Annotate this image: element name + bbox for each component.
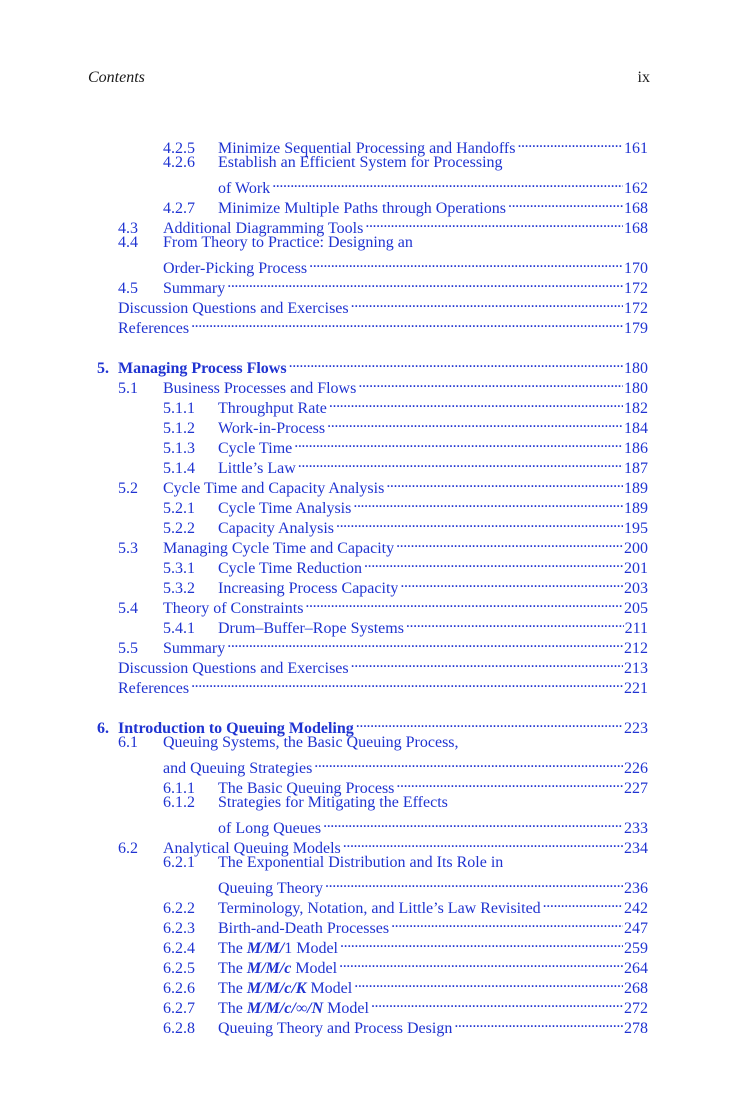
dot-leader — [541, 893, 623, 913]
dot-leader — [515, 133, 623, 153]
toc-entry-page: 205 — [624, 600, 648, 617]
dot-leader — [389, 913, 623, 933]
toc-entry-number: 6.2.1 — [163, 854, 195, 871]
toc-entry-5-3-2[interactable] — [163, 573, 648, 597]
dot-leader — [338, 933, 623, 953]
dot-leader — [341, 833, 623, 853]
toc-entry-title: Increasing Process Capacity — [218, 580, 399, 597]
toc-entry-5-3[interactable] — [118, 533, 648, 557]
title-text: 1 Model — [284, 940, 338, 957]
toc-entry-number: 5.2.1 — [163, 500, 195, 517]
toc-entry-title: Work-in-Process — [218, 420, 326, 437]
toc-entry-continuation[interactable] — [163, 753, 648, 777]
toc-entry-6-1-1[interactable] — [163, 773, 648, 797]
toc-entry-number: 6.2.6 — [163, 980, 195, 997]
dot-leader — [369, 993, 623, 1013]
model-notation: M/M/ — [246, 940, 285, 957]
toc-entry-title: Summary — [163, 640, 226, 657]
toc-entry-number: 6.1.1 — [163, 780, 195, 797]
toc-entry-page: 186 — [624, 440, 648, 457]
toc-entry-number: 5.2.2 — [163, 520, 195, 537]
model-notation: M/M/c — [246, 960, 292, 977]
toc-entry-6-2-7[interactable] — [163, 993, 648, 1017]
toc-entry-6-2-4[interactable] — [163, 933, 648, 957]
dot-leader — [287, 353, 623, 373]
toc-entry-title: Order-Picking Process — [163, 260, 308, 277]
toc-entry-page: 264 — [624, 960, 648, 977]
toc-entry-5-5[interactable] — [118, 633, 648, 657]
toc-entry-title: Analytical Queuing Models — [163, 840, 341, 857]
toc-entry-continuation[interactable] — [163, 253, 648, 277]
dot-leader — [325, 413, 623, 433]
toc-entry-page: 272 — [624, 1000, 648, 1017]
toc-entry-number: 6.2.8 — [163, 1020, 195, 1037]
dot-leader — [292, 433, 623, 453]
toc-entry-title: Terminology, Notation, and Little’s Law Revisited — [218, 900, 541, 917]
toc-entry-5-1[interactable] — [118, 373, 648, 397]
toc-entry-title: Queuing Systems, the Basic Queuing Process, — [163, 734, 459, 751]
dot-leader — [189, 313, 623, 333]
toc-entry-title: From Theory to Practice: Designing an — [163, 234, 413, 251]
toc-entry-page: 203 — [624, 580, 648, 597]
toc-entry-title: Business Processes and Flows — [163, 380, 357, 397]
toc-entry-number: 6.2 — [118, 840, 138, 857]
model-notation: M/M/c/∞/N — [246, 1000, 324, 1017]
toc-entry-title: of Work — [218, 180, 271, 197]
toc-entry-5-1-4[interactable] — [163, 453, 648, 477]
dot-leader — [303, 593, 623, 613]
toc-entry-title: Theory of Constraints — [163, 600, 304, 617]
toc-chapter-number: 6. — [97, 720, 109, 737]
dot-leader — [398, 573, 623, 593]
toc-entry-number: 5.2 — [118, 480, 138, 497]
dot-leader — [394, 533, 623, 553]
toc-entry-5-2[interactable] — [118, 473, 648, 497]
dot-leader — [351, 493, 623, 513]
toc-entry-page: 180 — [624, 380, 648, 397]
toc-entry-references[interactable] — [118, 313, 648, 337]
title-text: The — [218, 960, 247, 977]
toc-entry-page: 168 — [624, 220, 648, 237]
toc-entry-page: 213 — [624, 660, 648, 677]
dot-leader — [270, 173, 623, 193]
toc-entry-number: 4.2.5 — [163, 140, 195, 157]
toc-entry-page: 182 — [624, 400, 648, 417]
toc-entry-number: 6.2.2 — [163, 900, 195, 917]
toc-entry-title: References — [118, 680, 190, 697]
toc-entry-page: 236 — [624, 880, 648, 897]
toc-entry-number: 6.2.3 — [163, 920, 195, 937]
title-text: Model — [291, 960, 338, 977]
dot-leader — [356, 373, 623, 393]
running-title: Contents — [88, 69, 145, 86]
toc-entry-number: 5.1.3 — [163, 440, 195, 457]
dot-leader — [307, 253, 623, 273]
toc-entry-page: 187 — [624, 460, 648, 477]
dot-leader — [349, 293, 623, 313]
toc-entry-number: 5.4.1 — [163, 620, 195, 637]
toc-entry-number: 5.1 — [118, 380, 138, 397]
dot-leader — [362, 553, 623, 573]
dot-leader — [404, 613, 624, 633]
toc-entry-page: 247 — [624, 920, 648, 937]
toc-entry-page: 233 — [624, 820, 648, 837]
toc-entry-title: Cycle Time Reduction — [218, 560, 362, 577]
toc-entry-title: Cycle Time — [218, 440, 293, 457]
toc-entry-6-1[interactable] — [118, 733, 648, 753]
toc-entry-page: 189 — [624, 480, 648, 497]
toc-chapter-6[interactable] — [97, 713, 648, 737]
toc-entry-number: 5.1.4 — [163, 460, 195, 477]
dot-leader — [337, 953, 623, 973]
toc-entry-4-2-5[interactable] — [163, 133, 648, 157]
dot-leader — [354, 713, 623, 733]
running-header — [88, 67, 650, 89]
toc-entry-discussion-questions[interactable] — [118, 293, 648, 317]
page-number: ix — [637, 69, 650, 86]
toc-entry-title: Summary — [163, 280, 226, 297]
title-text: The — [218, 940, 247, 957]
toc-entry-title: Birth-and-Death Processes — [218, 920, 390, 937]
toc-entry-5-2-1[interactable] — [163, 493, 648, 517]
toc-entry-number: 6.2.4 — [163, 940, 195, 957]
toc-entry-page: 161 — [624, 140, 648, 157]
toc-entry-title: The Exponential Distribution and Its Role in — [218, 854, 504, 871]
toc-entry-continuation[interactable] — [218, 813, 648, 837]
dot-leader — [327, 393, 623, 413]
toc-entry-4-3[interactable] — [118, 213, 648, 237]
toc-entry-number: 6.2.7 — [163, 1000, 195, 1017]
toc-entry-references[interactable] — [118, 673, 648, 697]
toc-entry-number: 4.2.7 — [163, 200, 195, 217]
toc-entry-6-2-6[interactable] — [163, 973, 648, 997]
toc-entry-page: 172 — [624, 300, 648, 317]
title-text: Model — [306, 980, 353, 997]
toc-entry-title: Drum–Buffer–Rope Systems — [218, 620, 404, 637]
dot-leader — [225, 633, 623, 653]
toc-entry-page: 195 — [624, 520, 648, 537]
toc-entry-number: 6.1.2 — [163, 794, 195, 811]
toc-entry-continuation[interactable] — [218, 173, 648, 197]
toc-chapter-title: Managing Process Flows — [118, 360, 287, 377]
toc-entry-page: 201 — [624, 560, 648, 577]
toc-entry-6-2-1[interactable] — [163, 853, 648, 873]
model-notation: M/M/c/K — [246, 980, 307, 997]
toc-entry-6-1-2[interactable] — [163, 793, 648, 813]
toc-entry-title: Strategies for Mitigating the Effects — [218, 794, 448, 811]
toc-entry-number: 5.3.1 — [163, 560, 195, 577]
toc-entry-title: Additional Diagramming Tools — [163, 220, 364, 237]
toc-entry-title: Little’s Law — [218, 460, 296, 477]
toc-entry-title: Cycle Time Analysis — [218, 500, 352, 517]
dot-leader — [452, 1013, 623, 1033]
toc-entry-title: Capacity Analysis — [218, 520, 334, 537]
toc-entry-title: Minimize Sequential Processing and Handoffs — [218, 140, 516, 157]
toc-entry-6-2-3[interactable] — [163, 913, 648, 937]
toc-entry-page: 234 — [624, 840, 648, 857]
toc-entry-number: 4.3 — [118, 220, 138, 237]
toc-entry-title: Discussion Questions and Exercises — [118, 300, 349, 317]
toc-entry-title: Establish an Efficient System for Processing — [218, 154, 503, 171]
toc-entry-title: of Long Queues — [218, 820, 322, 837]
toc-entry-title: Queuing Theory — [218, 880, 324, 897]
toc-entry-page: 184 — [624, 420, 648, 437]
toc-entry-title: Minimize Multiple Paths through Operations — [218, 200, 506, 217]
toc-entry-page: 162 — [624, 180, 648, 197]
toc-entry-page: 189 — [624, 500, 648, 517]
toc-entry-page: 242 — [624, 900, 648, 917]
toc-entry-page: 227 — [624, 780, 648, 797]
dot-leader — [189, 673, 623, 693]
toc-entry-title: Cycle Time and Capacity Analysis — [163, 480, 385, 497]
title-text: The — [218, 1000, 247, 1017]
toc-entry-title: Queuing Theory and Process Design — [218, 1020, 453, 1037]
dot-leader — [323, 873, 623, 893]
toc-entry-6-2-8[interactable] — [163, 1013, 648, 1037]
toc-entry-page: 179 — [624, 320, 648, 337]
toc-entry-5-4[interactable] — [118, 593, 648, 617]
toc-entry-6-2-5[interactable] — [163, 953, 648, 977]
toc-entry-4-2-7[interactable] — [163, 193, 648, 217]
toc-entry-page: 221 — [624, 680, 648, 697]
toc-entry-5-2-2[interactable] — [163, 513, 648, 537]
toc-entry-number: 5.1.1 — [163, 400, 195, 417]
title-text: The — [218, 980, 247, 997]
toc-entry-number: 6.1 — [118, 734, 138, 751]
toc-entry-title: and Queuing Strategies — [163, 760, 313, 777]
toc-entry-5-3-1[interactable] — [163, 553, 648, 577]
dot-leader — [296, 453, 623, 473]
toc-entry-number: 4.2.6 — [163, 154, 195, 171]
toc-entry-page: 172 — [624, 280, 648, 297]
toc-entry-5-1-3[interactable] — [163, 433, 648, 457]
dot-leader — [225, 273, 623, 293]
toc-entry-continuation[interactable] — [218, 873, 648, 897]
toc-entry-page: 170 — [624, 260, 648, 277]
toc-entry-title: Managing Cycle Time and Capacity — [163, 540, 395, 557]
toc-entry-number: 4.5 — [118, 280, 138, 297]
toc-entry-title: Discussion Questions and Exercises — [118, 660, 349, 677]
toc-entry-6-2[interactable] — [118, 833, 648, 857]
dot-leader — [384, 473, 623, 493]
toc-entry-page: 226 — [624, 760, 648, 777]
toc-entry-5-1-2[interactable] — [163, 413, 648, 437]
toc-chapter-title: Introduction to Queuing Modeling — [118, 720, 354, 737]
toc-entry-page: 268 — [624, 980, 648, 997]
toc-entry-number: 6.2.5 — [163, 960, 195, 977]
toc-entry-number: 5.3.2 — [163, 580, 195, 597]
dot-leader — [352, 973, 623, 993]
toc-entry-number: 5.1.2 — [163, 420, 195, 437]
toc-entry-5-1-1[interactable] — [163, 393, 648, 417]
toc-entry-page: 212 — [624, 640, 648, 657]
dot-leader — [506, 193, 623, 213]
toc-entry-page: 211 — [624, 620, 648, 637]
toc-entry-page: 259 — [624, 940, 648, 957]
toc-entry-number: 5.3 — [118, 540, 138, 557]
toc-entry-4-4[interactable] — [118, 233, 648, 253]
title-text: Model — [323, 1000, 369, 1017]
toc-entry-page: 278 — [624, 1020, 648, 1037]
toc-entry-title: Throughput Rate — [218, 400, 327, 417]
toc-entry-4-5[interactable] — [118, 273, 648, 297]
dot-leader — [349, 653, 623, 673]
toc-entry-6-2-2[interactable] — [163, 893, 648, 917]
toc-entry-discussion-questions[interactable] — [118, 653, 648, 677]
dot-leader — [312, 753, 623, 773]
toc-entry-4-2-6[interactable] — [163, 153, 648, 173]
toc-entry-page: 168 — [624, 200, 648, 217]
dot-leader — [394, 773, 623, 793]
dot-leader — [321, 813, 623, 833]
toc-entry-5-4-1[interactable] — [163, 613, 648, 637]
toc-entry-title: References — [118, 320, 190, 337]
toc-chapter-number: 5. — [97, 360, 109, 377]
toc-entry-page: 180 — [624, 360, 648, 377]
toc-entry-number: 4.4 — [118, 234, 138, 251]
toc-entry-title: The Basic Queuing Process — [218, 780, 395, 797]
toc-entry-page: 223 — [624, 720, 648, 737]
toc-entry-page: 200 — [624, 540, 648, 557]
dot-leader — [363, 213, 623, 233]
toc-chapter-5[interactable] — [97, 353, 648, 377]
dot-leader — [334, 513, 623, 533]
toc-entry-number: 5.5 — [118, 640, 138, 657]
toc-entry-number: 5.4 — [118, 600, 138, 617]
